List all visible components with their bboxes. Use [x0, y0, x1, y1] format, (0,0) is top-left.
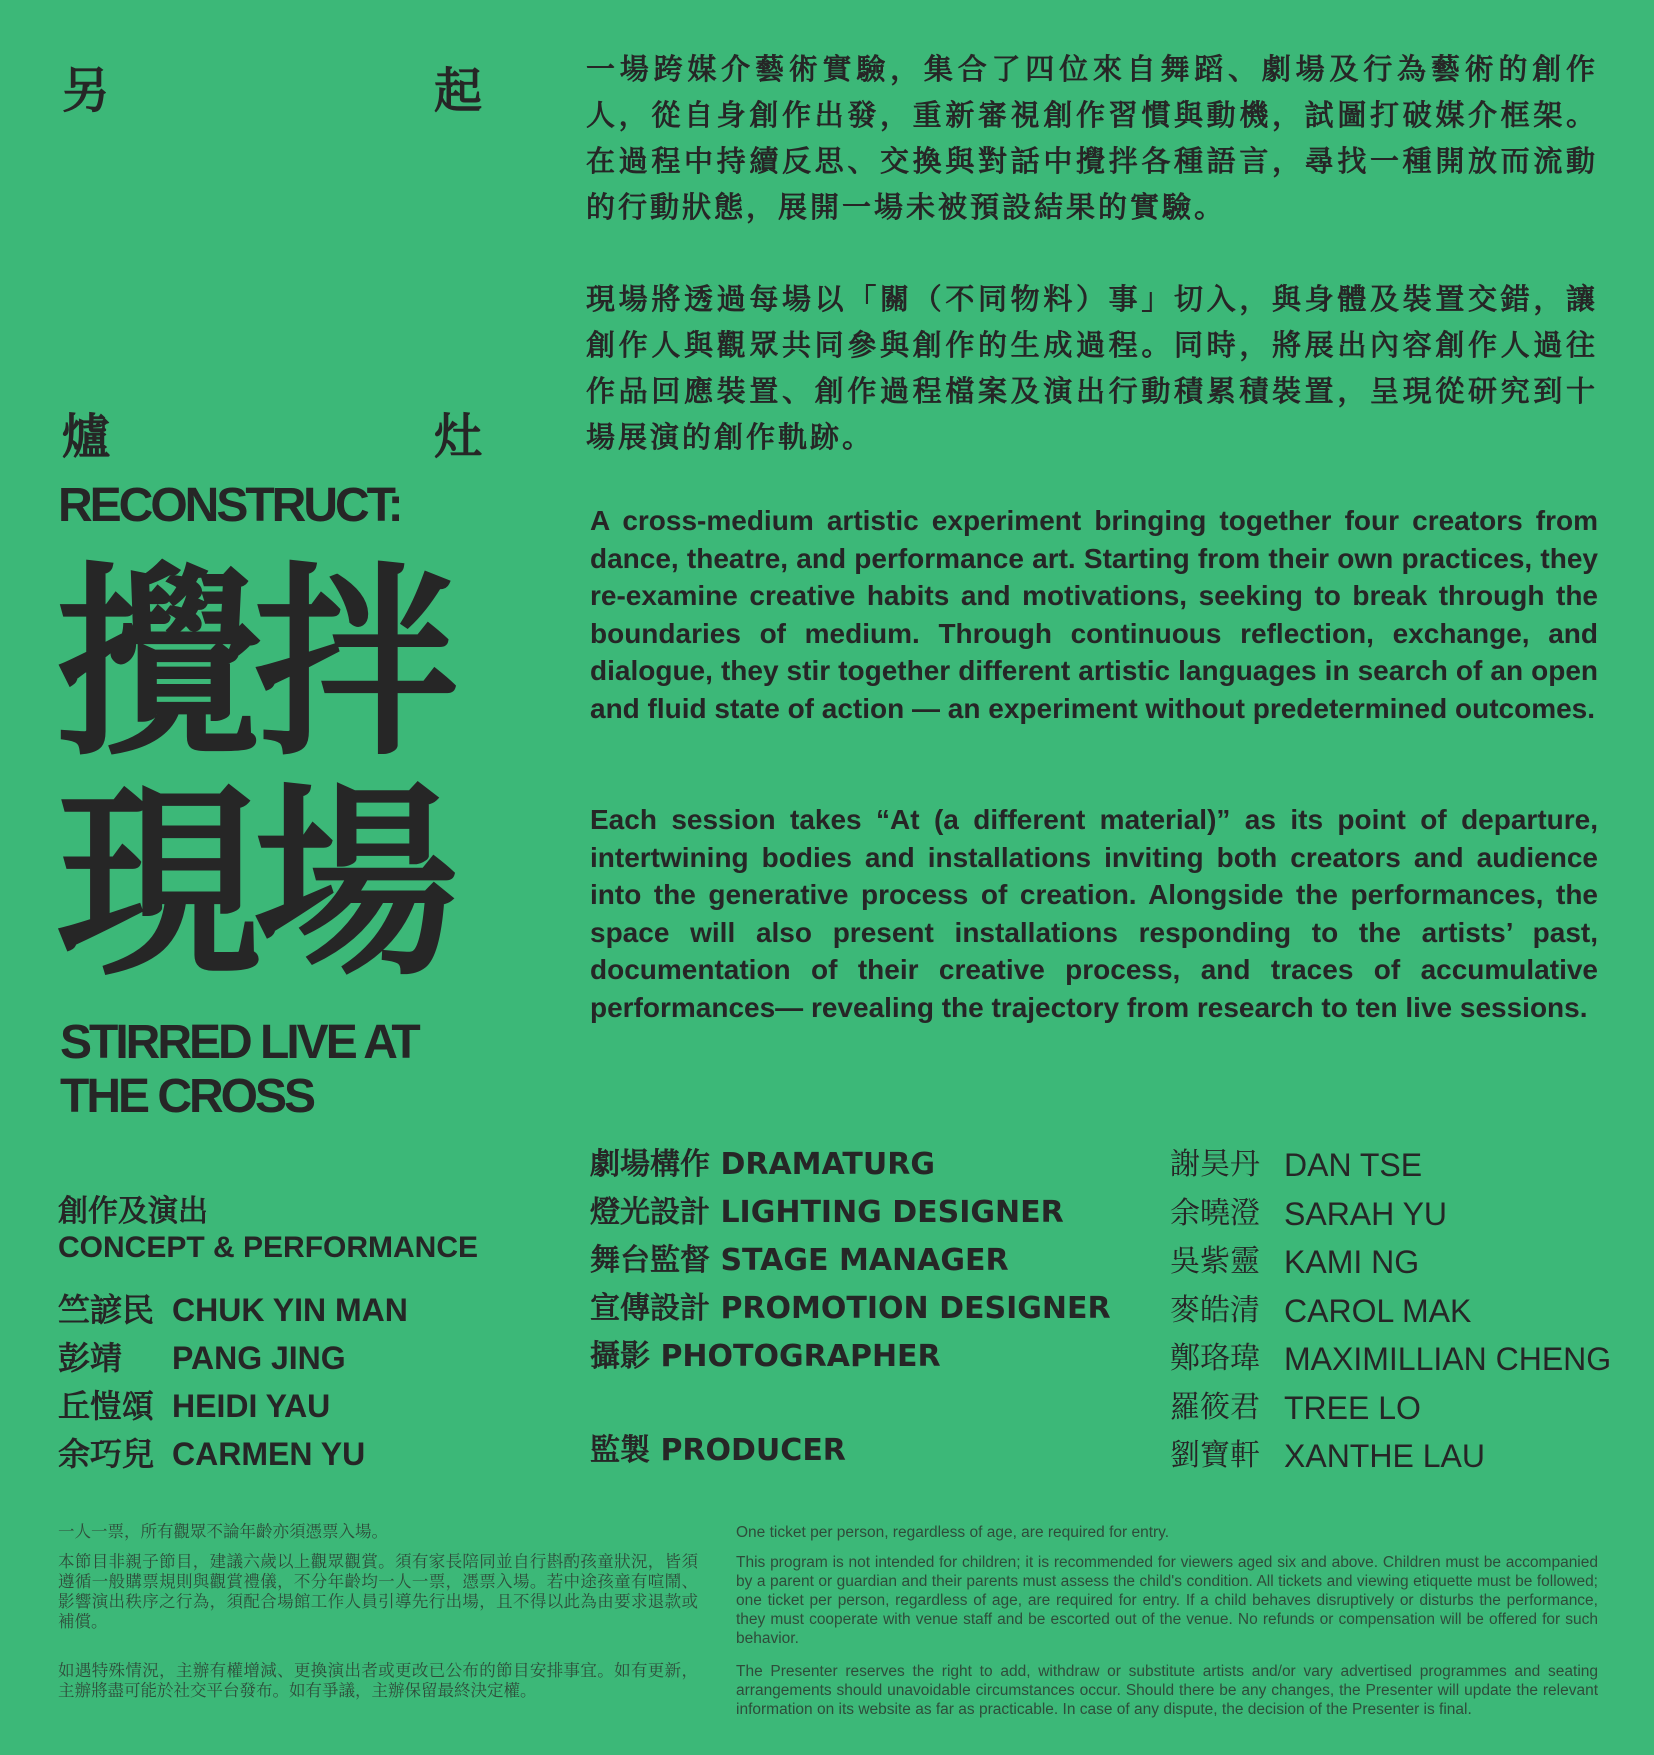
credit-person-en: TREE LO	[1284, 1389, 1421, 1426]
intro-zh-paragraph-2: 現場將透過每場以「關（不同物料）事」切入，與身體及裝置交錯，讓創作人與觀眾共同參與創作的生成過程。同時，將展出內容創作人過往作品回應裝置、創作過程檔案及演出行動積累積裝置，呈現從研究到十場展演的創作軌跡。	[586, 282, 1598, 454]
footer-zh-2: 本節目非親子節目，建議六歲以上觀眾觀賞。須有家長陪同並自行斟酌孩童狀況，皆須遵循一般購票規則與觀賞禮儀，不分年齡均一人一票，憑票入場。若中途孩童有喧鬧、影響演出秩序之行為，須配合場館工作人員引導先行出場，且不得以此為由要求退款或補償。	[58, 1552, 698, 1631]
credit-person-en: CAROL MAK	[1284, 1292, 1472, 1329]
performer-list	[58, 1286, 408, 1478]
producer-role: 監製 PRODUCER	[590, 1433, 846, 1468]
credit-role: 宣傳設計 PROMOTION DESIGNER	[590, 1291, 1111, 1326]
title-char: 起	[433, 63, 482, 119]
title-char: 爐	[62, 409, 111, 465]
credit-people	[1170, 1141, 1611, 1481]
reconstruct-heading: RECONSTRUCT:	[58, 479, 401, 532]
performer-name-zh: 彭靖	[58, 1339, 123, 1377]
english-title-line: STIRRED LIVE AT	[60, 1016, 418, 1069]
performer-name-en: PANG JING	[172, 1340, 346, 1376]
credit-person	[1170, 1335, 1611, 1384]
credit-person-zh: 鄭珞瑋	[1170, 1341, 1260, 1376]
title-char: 灶	[433, 409, 482, 465]
performer-row	[58, 1382, 408, 1430]
performer-row	[58, 1430, 408, 1478]
footer-en-3: The Presenter reserves the right to add, withdraw or substitute artists and/or vary advertised programmes and seating arrangements should unavoidable circumstances occur. Should there be any changes, the Presenter will update the relevant information on its website as far as practicable. In case of any dispute, the decision of the Presenter is final.	[736, 1663, 1598, 1718]
big-title-line-1: 攪拌	[56, 546, 450, 784]
performer-row	[58, 1286, 408, 1334]
credit-person-en: SARAH YU	[1284, 1195, 1448, 1232]
credit-person-en: MAXIMILLIAN CHENG	[1284, 1341, 1612, 1377]
performer-row	[58, 1334, 408, 1382]
footer-en-1: One ticket per person, regardless of age, are required for entry.	[736, 1524, 1170, 1541]
credit-role: 劇場構作 DRAMATURG	[590, 1147, 935, 1182]
credit-person-zh: 劉寶軒	[1170, 1438, 1260, 1473]
performer-name-en: CHUK YIN MAN	[172, 1292, 408, 1328]
credit-person	[1170, 1190, 1611, 1239]
credit-person-en: XANTHE LAU	[1284, 1438, 1485, 1474]
performer-name-en: CARMEN YU	[172, 1436, 366, 1472]
footer-zh-3: 如遇特殊情況，主辦有權增減、更換演出者或更改已公布的節目安排事宜。如有更新，主辦將盡可能於社交平台發布。如有爭議，主辦保留最終決定權。	[58, 1661, 698, 1700]
concept-heading-en: CONCEPT & PERFORMANCE	[58, 1231, 479, 1264]
credit-person	[1170, 1238, 1611, 1287]
credit-person	[1170, 1287, 1611, 1336]
credit-person-en: KAMI NG	[1284, 1244, 1420, 1280]
footer-en-2: This program is not intended for children; it is recommended for viewers aged six and above. Children must be accompanied by a parent or guardian and their parents must assess the child's condition. All tickets and viewing etiquette must be followed; one ticket per person, regardless of age, are required for entry. If a child behaves disruptively or disturbs the performance, they must cooperate with venue staff and be escorted out of the venue. No refunds or compensation will be offered for such behavior.	[736, 1554, 1598, 1647]
performer-name-zh: 余巧兒	[58, 1435, 155, 1473]
title-pair-1	[62, 52, 482, 121]
title-pair-2	[62, 398, 482, 467]
credit-person	[1170, 1384, 1611, 1433]
title-char: 另	[62, 63, 111, 119]
credit-role: 舞台監督 STAGE MANAGER	[590, 1243, 1009, 1278]
performer-name-zh: 竺諺民	[58, 1291, 155, 1329]
concept-heading	[58, 1194, 478, 1266]
credit-person-zh: 麥皓清	[1170, 1292, 1260, 1328]
concept-heading-zh: 創作及演出	[58, 1194, 208, 1229]
intro-zh-paragraph-1: 一場跨媒介藝術實驗，集合了四位來自舞蹈、劇場及行為藝術的創作人，從自身創作出發，重新審視創作習慣與動機，試圖打破媒介框架。在過程中持續反思、交換與對話中攪拌各種語言，尋找一種開放而流動的行動狀態，展開一場未被預設結果的實驗。	[586, 52, 1598, 224]
credit-person	[1170, 1432, 1611, 1481]
performer-name-zh: 丘愷頌	[58, 1387, 155, 1425]
english-title	[60, 1016, 418, 1124]
footer-zh-1: 一人一票，所有觀眾不論年齡亦須憑票入場。	[58, 1522, 388, 1541]
credit-person-zh: 謝昊丹	[1170, 1147, 1260, 1182]
big-title-line-2: 現場	[56, 766, 450, 1004]
credit-person	[1170, 1141, 1611, 1190]
credit-role: 燈光設計 LIGHTING DESIGNER	[590, 1195, 1064, 1230]
credit-person-zh: 余曉澄	[1170, 1195, 1260, 1231]
credit-role: 攝影 PHOTOGRAPHER	[590, 1339, 941, 1374]
credit-person-zh: 羅筱君	[1170, 1389, 1260, 1425]
credit-person-en: DAN TSE	[1284, 1147, 1423, 1183]
performer-name-en: HEIDI YAU	[172, 1388, 331, 1424]
credit-person-zh: 吳紫靈	[1170, 1244, 1260, 1279]
credit-roles	[590, 1141, 1111, 1381]
intro-en-paragraph-1: A cross-medium artistic experiment bringing together four creators from dance, theatre, and performance art. Starting from their own practices, they re-examine creative habits and motivations, seeking to break through the boundaries of medium. Through continuous reflection, exchange, and dialogue, they stir together different artistic languages in search of an open and fluid state of action — an experiment without predetermined outcomes.	[590, 505, 1598, 724]
intro-en-paragraph-2: Each session takes “At (a different material)” as its point of departure, intertwining bodies and installations inviting both creators and audience into the generative process of creation. Alongside the performances, the space will also present installations responding to the artists’ past, documentation of their creative process, and traces of accumulative performances— revealing the trajectory from research to ten live sessions.	[590, 804, 1598, 1023]
english-title-line: THE CROSS	[60, 1070, 314, 1123]
